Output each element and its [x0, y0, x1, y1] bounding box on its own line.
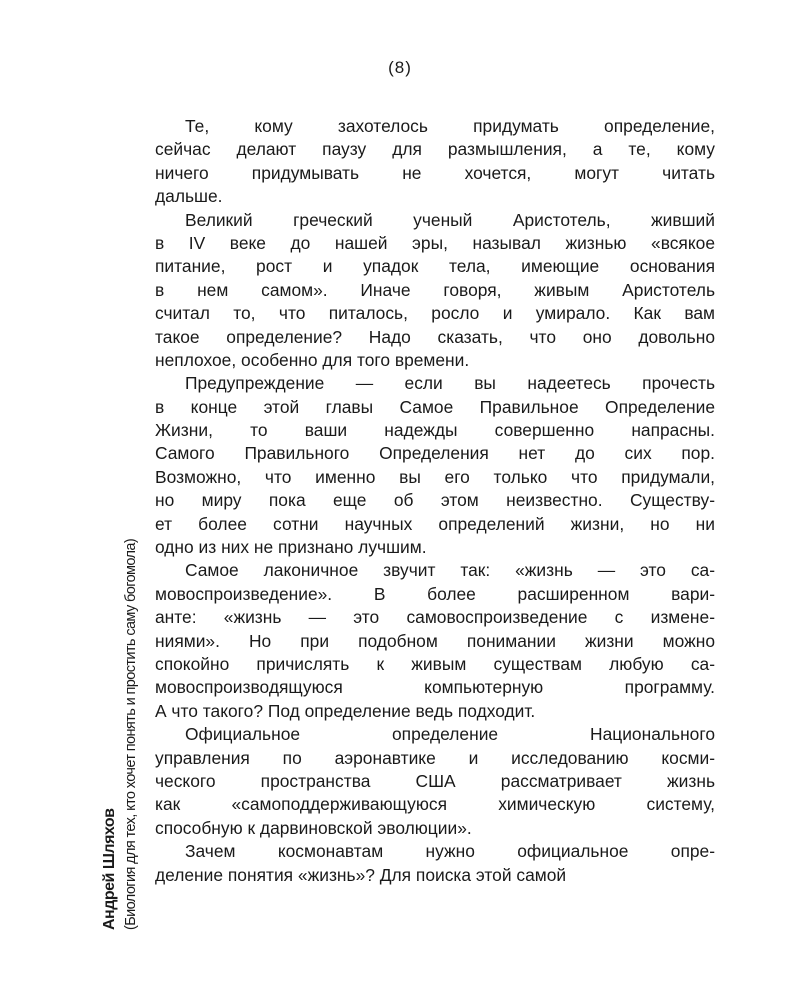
text-line: Возможно, что именно вы его только что придумали,: [155, 466, 715, 487]
text-line: в конце этой главы Самое Правильное Определение: [155, 396, 715, 417]
text-line: анте: «жизнь — это самовоспроизведение с измене-: [155, 607, 715, 628]
text-line: дальше.: [155, 186, 223, 207]
text-line: ет более сотни научных определений жизни, но ни: [155, 513, 715, 534]
text-line: спокойно причислять к живым существам любую са-: [155, 653, 715, 674]
text-line: ниями». Но при подобном понимании жизни можно: [155, 630, 715, 651]
text-line: Жизни, то ваши надежды совершенно напрасны.: [155, 420, 715, 441]
text-line: Официальное определение Национального: [185, 724, 715, 745]
book-author: Андрей Шляхов: [101, 808, 118, 930]
text-line: питание, рост и упадок тела, имеющие основания: [155, 256, 715, 277]
paragraph: [155, 115, 715, 209]
text-line: как «самоподдерживающуюся химическую систему,: [155, 794, 715, 815]
text-line: Великий греческий ученый Аристотель, живший: [185, 209, 715, 230]
paragraph: [155, 840, 715, 887]
paragraph: [155, 372, 715, 559]
text-line: одно из них не признано лучшим.: [155, 537, 427, 558]
text-line: Те, кому захотелось придумать определение,: [185, 116, 715, 136]
text-line: А что такого? Под определение ведь подходит.: [155, 700, 536, 721]
paragraph: [155, 209, 715, 373]
book-title: (Биология для тех, кто хочет понять и простить саму богомола): [123, 538, 139, 930]
text-line: Самого Правильного Определения нет до сих пор.: [155, 443, 715, 464]
text-line: в нем самом». Иначе говоря, живым Аристотель: [155, 279, 715, 300]
text-line: считал то, что питалось, росло и умирало. Как вам: [155, 303, 715, 324]
text-line: в IV веке до нашей эры, называл жизнью «всякое: [155, 232, 715, 253]
page-number: (8): [388, 58, 412, 77]
paragraph: [155, 723, 715, 840]
text-line: деление понятия «жизнь»? Для поиска этой самой: [155, 864, 567, 885]
text-line: такое определение? Надо сказать, что оно довольно: [155, 326, 715, 347]
body-text: [155, 115, 715, 887]
text-line: управления по аэронавтике и исследованию косми-: [155, 747, 715, 768]
text-line: Предупреждение — если вы надеетесь прочесть: [185, 373, 715, 394]
text-line: ческого пространства США рассматривает жизнь: [155, 770, 715, 791]
text-line: неплохое, особенно для того времени.: [155, 349, 470, 370]
text-line: мовоспроизведение». В более расширенном вари-: [155, 583, 715, 604]
paragraph: [155, 559, 715, 723]
text-line: но миру пока еще об этом неизвестно. Существу-: [155, 490, 715, 511]
text-line: мовоспроизводящуюся компьютерную программу.: [155, 677, 715, 698]
text-line: Самое лаконичное звучит так: «жизнь — это са-: [185, 560, 715, 581]
text-line: Зачем космонавтам нужно официальное опре-: [185, 841, 715, 862]
text-line: способную к дарвиновской эволюции».: [155, 817, 472, 838]
text-line: ничего придумывать не хочется, могут читать: [155, 162, 715, 183]
text-line: сейчас делают паузу для размышления, а те, кому: [155, 139, 715, 160]
